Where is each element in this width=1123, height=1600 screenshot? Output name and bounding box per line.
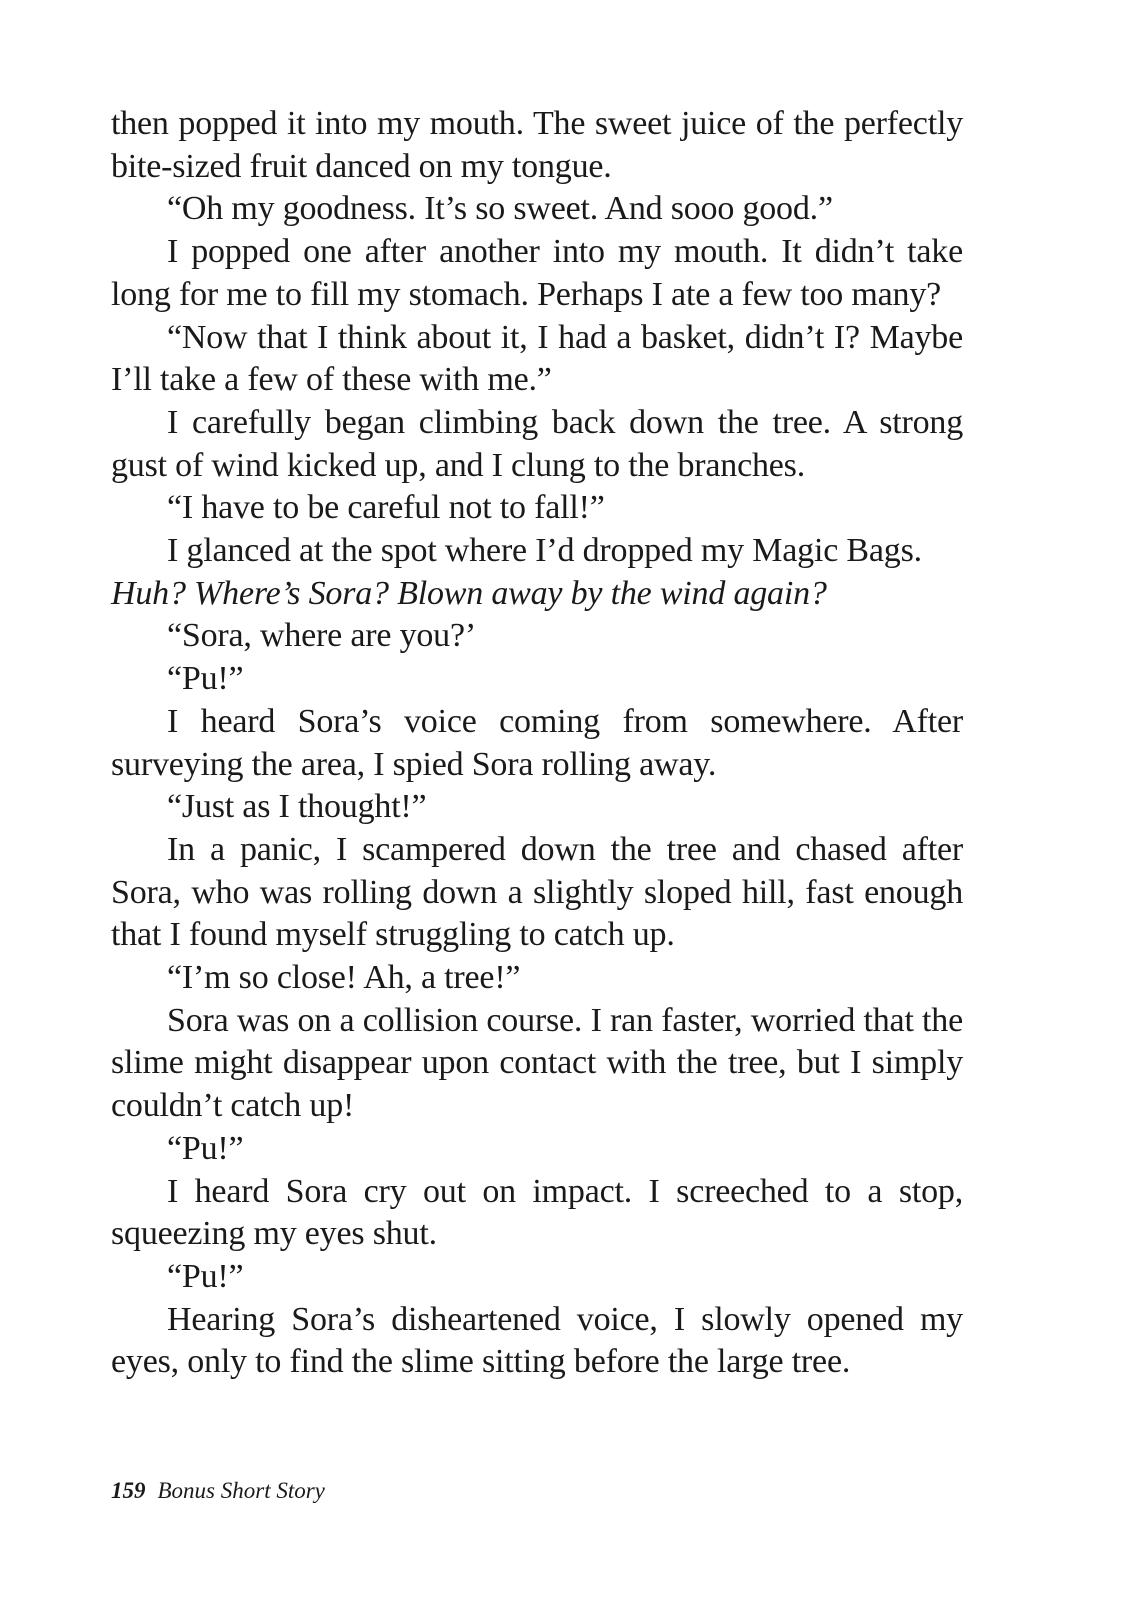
paragraph: I glanced at the spot where I’d dropped my Magic Bags.	[167, 532, 922, 570]
paragraph: “Pu!”	[167, 1129, 244, 1167]
paragraph: I popped one after another into my mouth. It didn’t take long for me to fill my stomach. Perhaps I ate a few too many?	[111, 233, 963, 313]
paragraph: I carefully began climbing back down the tree. A strong gust of wind kicked up, and I clung to the branches.	[111, 403, 963, 484]
section-title: Bonus Short Story	[157, 1478, 325, 1503]
paragraph: Sora was on a collision course. I ran faster, worried that the slime might disappear upon contact with the tree, but I simply couldn’t catch up!	[111, 1001, 963, 1125]
paragraph: Huh? Where’s Sora? Blown away by the wind again?	[111, 574, 827, 612]
paragraph: “I’m so close! Ah, a tree!”	[167, 959, 521, 997]
paragraph: “Pu!”	[167, 1257, 244, 1295]
page-number: 159	[111, 1478, 146, 1503]
paragraph: In a panic, I scampered down the tree and chased after Sora, who was rolling down a slightly sloped hill, fast enough that I found myself struggling to catch up.	[111, 830, 963, 954]
paragraph: “Just as I thought!”	[167, 788, 427, 826]
paragraph: Hearing Sora’s disheartened voice, I slowly opened my eyes, only to find the slime sitting before the large tree.	[111, 1300, 963, 1381]
paragraph: “Sora, where are you?’	[167, 617, 476, 655]
paragraph: then popped it into my mouth. The sweet juice of the perfectly bite-sized fruit danced on my tongue.	[111, 105, 963, 185]
paragraph: I heard Sora’s voice coming from somewhere. After surveying the area, I spied Sora rolling away.	[111, 702, 963, 783]
paragraph: “Pu!”	[167, 660, 244, 698]
paragraph: I heard Sora cry out on impact. I screeched to a stop, squeezing my eyes shut.	[111, 1172, 963, 1253]
page-body	[111, 103, 963, 1384]
page-footer	[111, 1478, 325, 1504]
paragraph: “Now that I think about it, I had a basket, didn’t I? Maybe I’ll take a few of these with me.”	[111, 318, 963, 399]
paragraph: “I have to be careful not to fall!”	[167, 489, 605, 527]
paragraph: “Oh my goodness. It’s so sweet. And sooo good.”	[167, 190, 833, 228]
